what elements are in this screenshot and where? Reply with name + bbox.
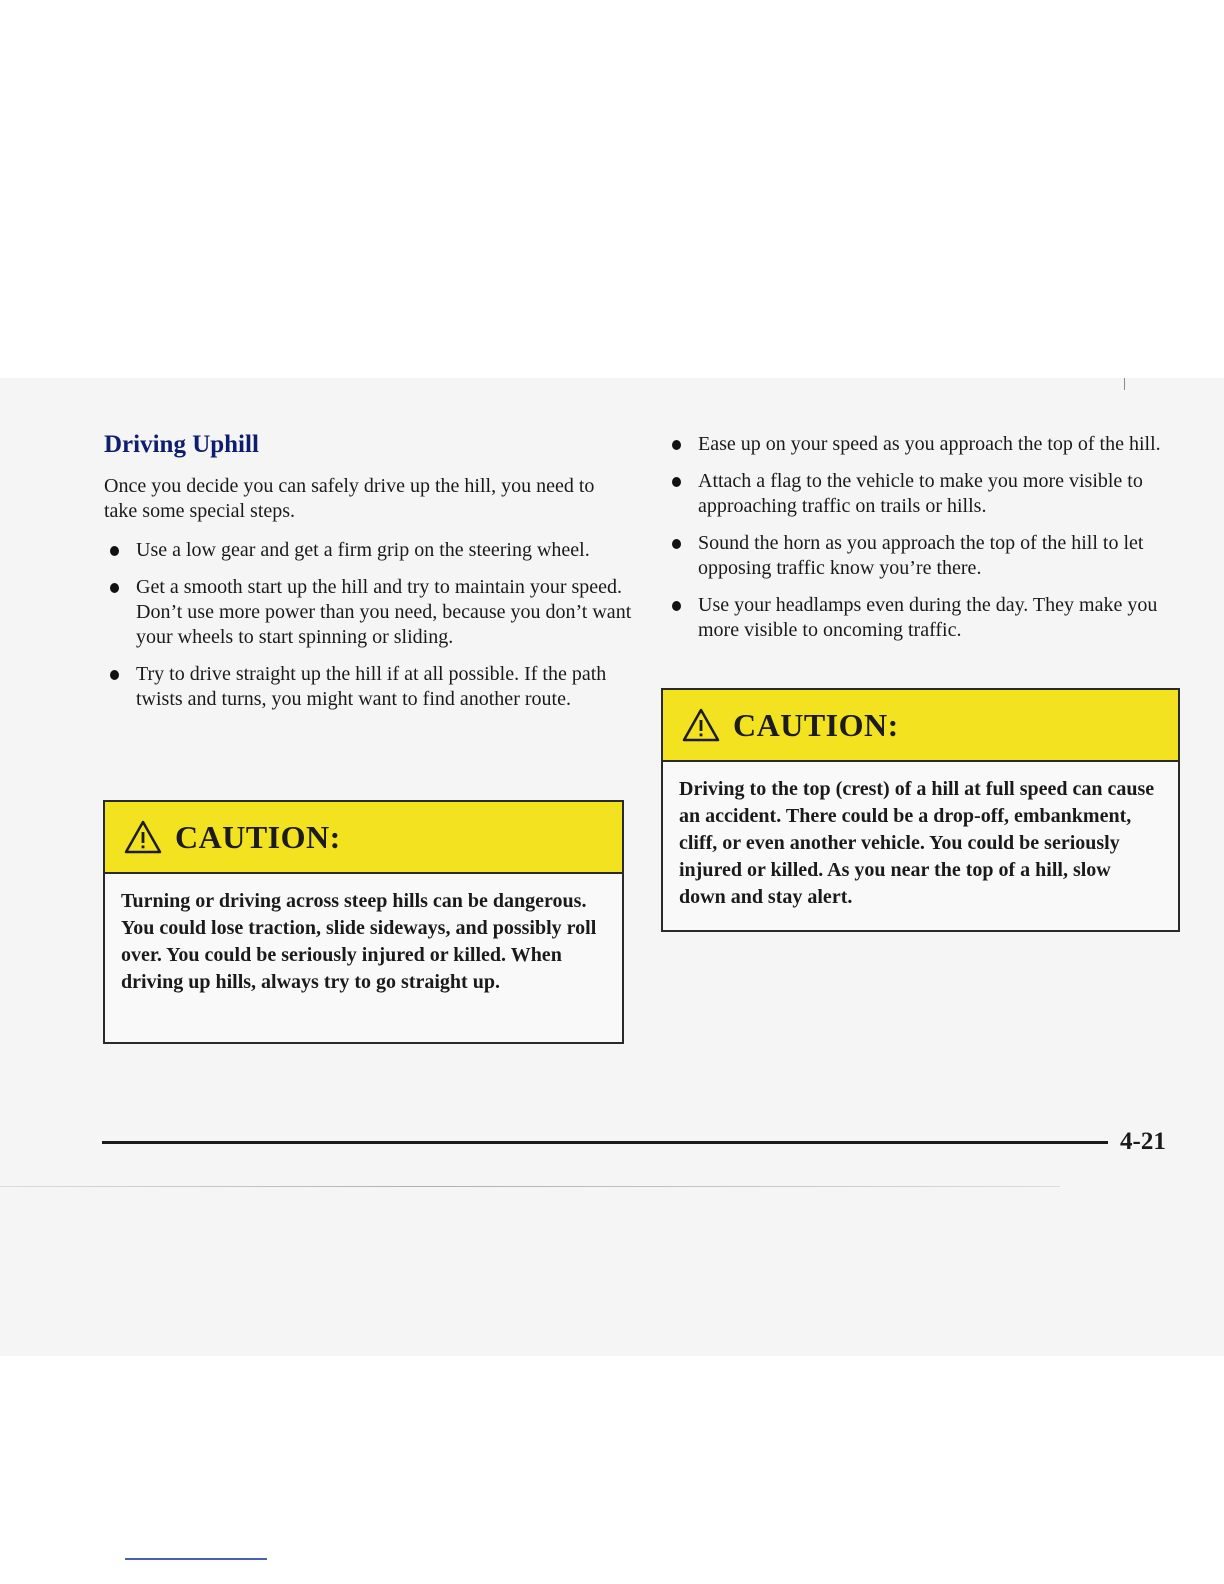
bullet-dot-icon <box>672 440 681 450</box>
list-item-text: Sound the horn as you approach the top of the hill to let opposing traffic know you’re there. <box>698 532 1144 579</box>
list-item-text: Use a low gear and get a firm grip on the steering wheel. <box>136 539 590 561</box>
caution-text: Turning or driving across steep hills can be dangerous. You could lose traction, slide sideways, and possibly roll over. You could be seriously injured or killed. When driving up hills, always try to go straight up. <box>121 890 597 993</box>
bullet-dot-icon <box>672 477 681 487</box>
caution-header <box>663 690 1178 762</box>
bottom-accent-line <box>125 1558 267 1560</box>
caution-title: CAUTION: <box>733 706 899 743</box>
caution-box-steep-hills <box>103 800 624 1044</box>
caution-title: CAUTION: <box>175 818 341 855</box>
right-column <box>666 432 1190 655</box>
section-heading: Driving Uphill <box>104 431 259 458</box>
list-item-text: Use your headlamps even during the day. They make you more visible to oncoming traffic. <box>698 594 1158 641</box>
caution-header <box>105 802 622 874</box>
hilltop-tips-list <box>666 432 1190 643</box>
list-item <box>104 538 632 563</box>
warning-triangle-icon <box>681 707 721 743</box>
scan-tick-mark <box>1124 378 1125 390</box>
list-item-text: Try to drive straight up the hill if at all possible. If the path twists and turns, you might want to find another route. <box>136 663 607 710</box>
warning-triangle-icon <box>123 819 163 855</box>
list-item <box>666 531 1190 581</box>
list-item-text: Get a smooth start up the hill and try to maintain your speed. Don’t use more power than you need, because you don’t want your wheels to start spinning or sliding. <box>136 576 632 648</box>
intro-paragraph: Once you decide you can safely drive up the hill, you need to take some special steps. <box>104 475 595 522</box>
list-item <box>666 469 1190 519</box>
footer-rule <box>102 1141 1108 1144</box>
list-item <box>104 575 632 650</box>
caution-text: Driving to the top (crest) of a hill at full speed can cause an accident. There could be a drop-off, embankment, cliff, or even another vehicle. You could be seriously injured or killed. As you near the top of a hill, slow down and stay alert. <box>679 778 1155 908</box>
list-item-text: Attach a flag to the vehicle to make you more visible to approaching traffic on trails or hills. <box>698 470 1143 517</box>
list-item <box>104 662 632 712</box>
bullet-dot-icon <box>672 539 681 549</box>
left-column <box>104 430 632 724</box>
bullet-dot-icon <box>110 670 119 680</box>
bullet-dot-icon <box>110 546 119 556</box>
list-item <box>666 593 1190 643</box>
caution-box-hill-crest <box>661 688 1180 932</box>
list-item <box>666 432 1190 457</box>
bullet-dot-icon <box>110 583 119 593</box>
bullet-dot-icon <box>672 601 681 611</box>
scan-edge-line <box>0 1186 1060 1187</box>
page-number: 4-21 <box>1120 1128 1166 1155</box>
uphill-steps-list <box>104 538 632 712</box>
list-item-text: Ease up on your speed as you approach the top of the hill. <box>698 433 1161 455</box>
